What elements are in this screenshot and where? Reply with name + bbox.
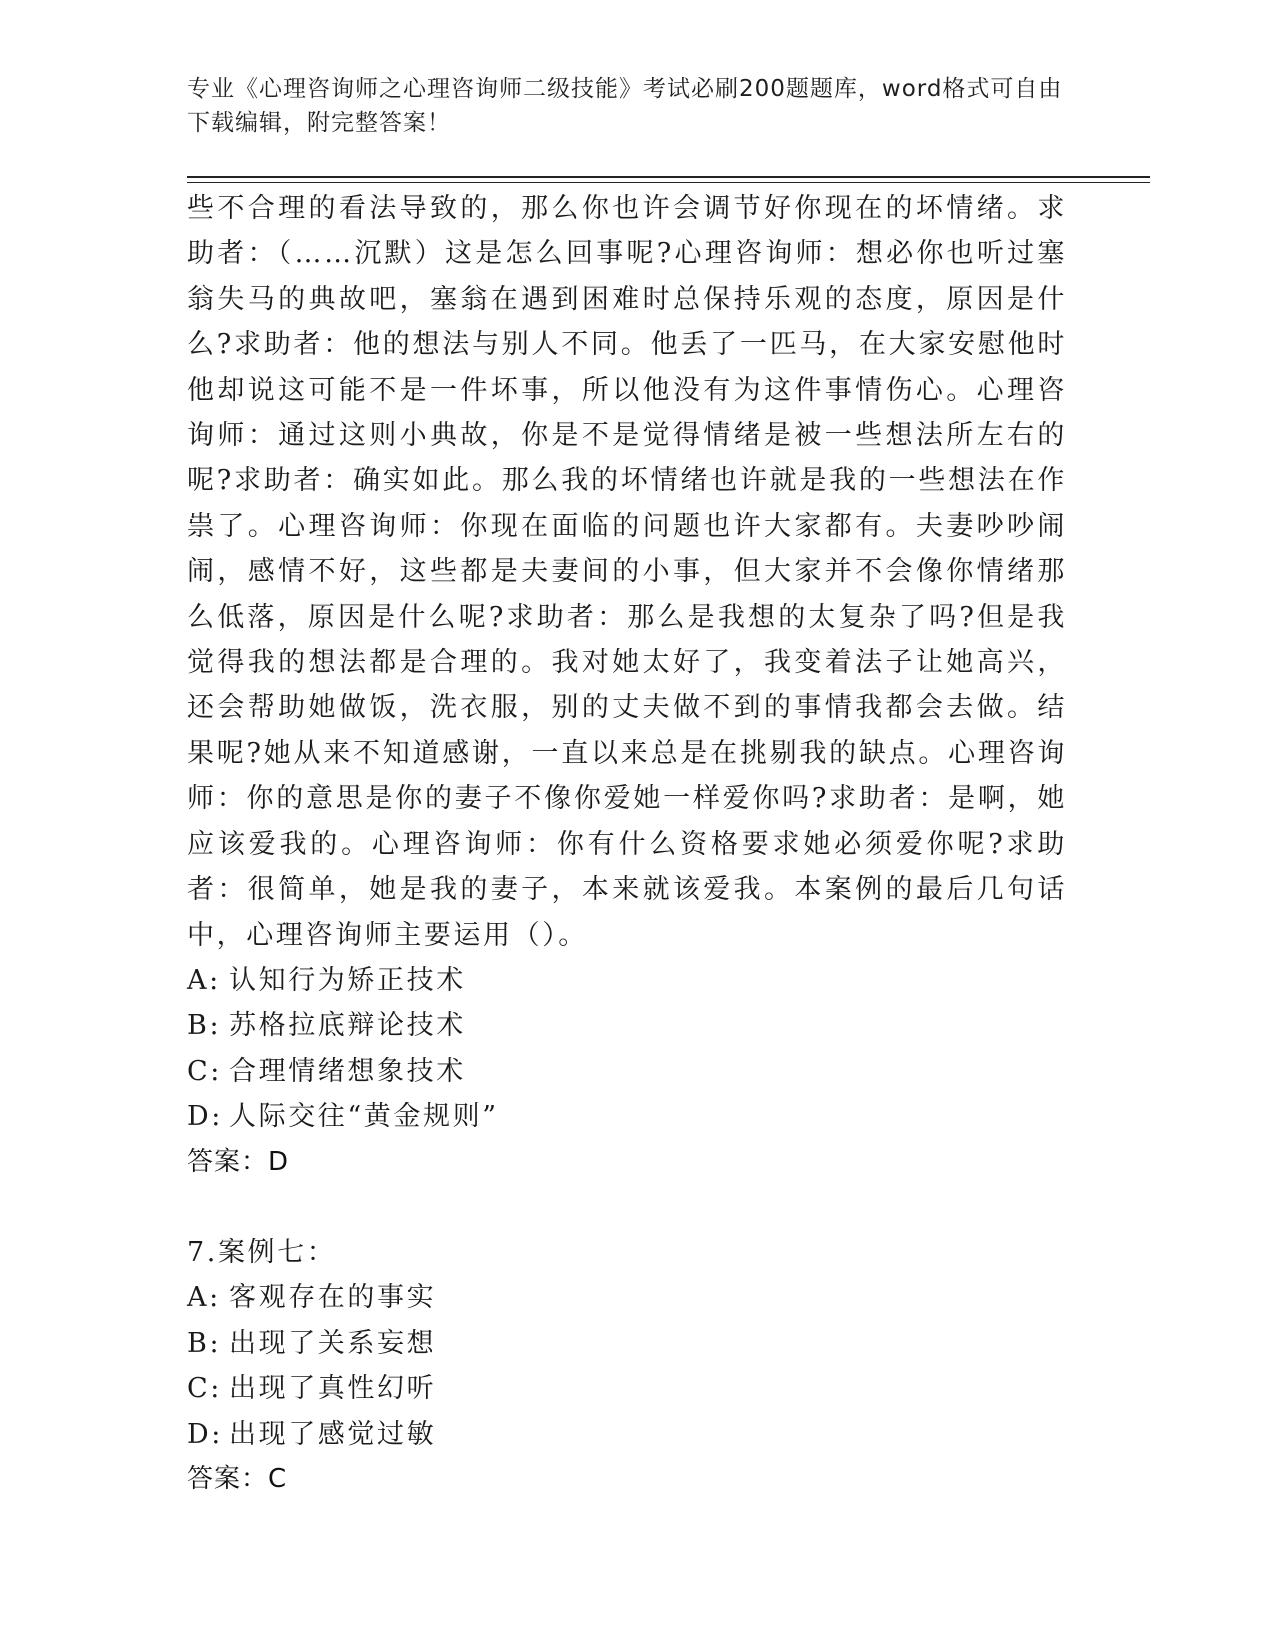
question-6-option-a bbox=[187, 958, 1067, 1003]
option-letter: D: bbox=[187, 1101, 223, 1133]
option-text: 出现了关系妄想 bbox=[229, 1327, 437, 1359]
option-letter: B: bbox=[187, 1010, 222, 1042]
question-7-option-b bbox=[187, 1321, 1067, 1366]
question-6-option-b bbox=[187, 1003, 1067, 1048]
question-6-answer: 答案：D bbox=[187, 1146, 290, 1177]
option-text: 客观存在的事实 bbox=[229, 1282, 437, 1314]
question-6-passage: 些不合理的看法导致的，那么你也许会调节好你现在的坏情绪。求助者：（……沉默）这是怎么回事呢?心理咨询师：想必你也听过塞翁失马的典故吧，塞翁在遇到困难时总保持乐观的态度，原因是什么?求助者：他的想法与别人不同。他丢了一匹马，在大家安慰他时他却说这可能不是一件坏事，所以他没有为这件事情伤心。心理咨询师：通过这则小典故，你是不是觉得情绪是被一些想法所左右的呢?求助者：确实如此。那么我的坏情绪也许就是我的一些想法在作祟了。心理咨询师：你现在面临的问题也许大家都有。夫妻吵吵闹闹，感情不好，这些都是夫妻间的小事，但大家并不会像你情绪那么低落，原因是什么呢?求助者：那么是我想的太复杂了吗?但是我觉得我的想法都是合理的。我对她太好了，我变着法子让她高兴，还会帮助她做饭，洗衣服，别的丈夫做不到的事情我都会去做。结果呢?她从来不知道感谢，一直以来总是在挑剔我的缺点。心理咨询师：你的意思是你的妻子不像你爱她一样爱你吗?求助者：是啊，她应该爱我的。心理咨询师：你有什么资格要求她必须爱你呢?求助者：很简单，她是我的妻子，本来就该爱我。本案例的最后几句话中，心理咨询师主要运用（）。 bbox=[187, 193, 1067, 951]
option-text: 人际交往“黄金规则” bbox=[229, 1101, 499, 1133]
option-letter: A: bbox=[187, 964, 221, 996]
header-divider-thin bbox=[187, 182, 1150, 183]
question-7-option-d bbox=[187, 1412, 1067, 1457]
question-7-option-c bbox=[187, 1366, 1067, 1411]
document-header: 专业《心理咨询师之心理咨询师二级技能》考试必刷200题题库，word格式可自由下载编辑，附完整答案！ bbox=[187, 76, 1063, 136]
question-6-options bbox=[187, 958, 1067, 1140]
option-text: 出现了真性幻听 bbox=[229, 1373, 437, 1405]
option-text: 认知行为矫正技术 bbox=[229, 964, 466, 996]
option-letter: D: bbox=[187, 1418, 223, 1450]
question-7-options bbox=[187, 1275, 1067, 1457]
option-letter: A: bbox=[187, 1282, 221, 1314]
option-letter: B: bbox=[187, 1327, 222, 1359]
spacer bbox=[187, 1185, 1067, 1230]
question-7-answer: 答案：C bbox=[187, 1463, 288, 1494]
option-letter: C: bbox=[187, 1373, 222, 1405]
question-7-title: 7.案例七： bbox=[187, 1236, 337, 1268]
option-letter: C: bbox=[187, 1055, 222, 1087]
question-7-option-a bbox=[187, 1275, 1067, 1320]
option-text: 出现了感觉过敏 bbox=[229, 1418, 437, 1450]
option-text: 合理情绪想象技术 bbox=[229, 1055, 466, 1087]
option-text: 苏格拉底辩论技术 bbox=[229, 1010, 466, 1042]
question-6-option-d bbox=[187, 1094, 1067, 1139]
question-6-option-c bbox=[187, 1049, 1067, 1094]
document-body bbox=[187, 186, 1067, 1502]
header-divider-thick bbox=[187, 176, 1150, 178]
